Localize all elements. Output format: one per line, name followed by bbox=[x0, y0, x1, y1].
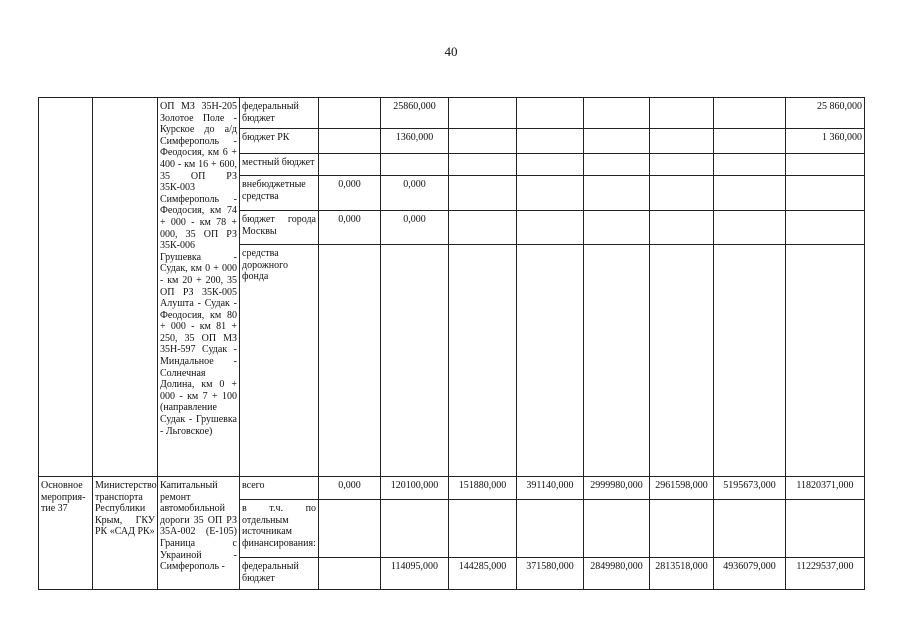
event-executor: Министерство транспорта Республики Крым, ГКУ РК «САД РК» bbox=[93, 477, 158, 590]
value-cell: 151880,000 bbox=[449, 477, 517, 500]
total-cell bbox=[786, 245, 865, 477]
value-cell: 2961598,000 bbox=[650, 477, 714, 500]
value-cell bbox=[381, 154, 449, 176]
value-cell bbox=[650, 129, 714, 154]
value-cell bbox=[714, 500, 786, 558]
funding-source: федеральный бюджет bbox=[240, 98, 319, 129]
value-cell bbox=[517, 129, 584, 154]
value-cell bbox=[650, 500, 714, 558]
value-cell: 114095,000 bbox=[381, 558, 449, 590]
value-cell bbox=[449, 211, 517, 245]
funding-source: средства дорожного фонда bbox=[240, 245, 319, 477]
value-cell bbox=[650, 176, 714, 211]
value-cell bbox=[517, 98, 584, 129]
value-cell bbox=[319, 154, 381, 176]
value-cell bbox=[714, 245, 786, 477]
value-cell: 0,000 bbox=[319, 176, 381, 211]
budget-table bbox=[38, 97, 865, 590]
table-row bbox=[39, 477, 865, 500]
value-cell bbox=[714, 98, 786, 129]
funding-source: бюджет РК bbox=[240, 129, 319, 154]
value-cell bbox=[319, 500, 381, 558]
value-cell: 120100,000 bbox=[381, 477, 449, 500]
value-cell bbox=[650, 98, 714, 129]
value-cell: 5195673,000 bbox=[714, 477, 786, 500]
value-cell bbox=[319, 558, 381, 590]
value-cell bbox=[449, 245, 517, 477]
object-description: ОП МЗ 35Н-205 Золотое Поле - Курское до а/д Симферополь - Феодосия, км 6 + 400 - км 16 + 600, 35 ОП РЗ 35К-003 Симферополь - Феодосия, км 74 + 000 - км 78 + 000, 35 ОП РЗ 35К-006 Грушевка - Судак, км 0 + 000 - км 20 + 200, 35 ОП РЗ 35К-005 Алушта - Судак - Феодосия, км 80 + 000 - км 81 + 250, 35 ОП МЗ 35Н-597 Судак - Миндальное - Солнечная Долина, км 0 + 000 - км 7 + 100 (направление Судак - Грушевка - Льговское) bbox=[158, 98, 240, 477]
value-cell: 25860,000 bbox=[381, 98, 449, 129]
total-cell bbox=[786, 154, 865, 176]
value-cell bbox=[449, 500, 517, 558]
value-cell bbox=[517, 154, 584, 176]
value-cell bbox=[584, 98, 650, 129]
value-cell bbox=[650, 154, 714, 176]
event-object: Капитальный ремонт автомобильной дороги 35 ОП РЗ 35А-002 (Е-105) Граница с Украиной - Симферополь - bbox=[158, 477, 240, 590]
value-cell bbox=[584, 176, 650, 211]
value-cell bbox=[584, 245, 650, 477]
value-cell bbox=[381, 500, 449, 558]
table-row bbox=[39, 98, 865, 129]
value-cell bbox=[584, 500, 650, 558]
value-cell: 2813518,000 bbox=[650, 558, 714, 590]
funding-source: в т.ч. по отдельным источникам финансирования: bbox=[240, 500, 319, 558]
total-cell: 11229537,000 bbox=[786, 558, 865, 590]
funding-source: всего bbox=[240, 477, 319, 500]
total-cell: 11820371,000 bbox=[786, 477, 865, 500]
value-cell bbox=[650, 245, 714, 477]
funding-source: местный бюджет bbox=[240, 154, 319, 176]
value-cell: 0,000 bbox=[381, 176, 449, 211]
value-cell bbox=[381, 245, 449, 477]
value-cell bbox=[319, 245, 381, 477]
value-cell: 0,000 bbox=[319, 211, 381, 245]
value-cell: 144285,000 bbox=[449, 558, 517, 590]
value-cell bbox=[714, 211, 786, 245]
value-cell bbox=[517, 176, 584, 211]
value-cell: 0,000 bbox=[319, 477, 381, 500]
value-cell bbox=[449, 129, 517, 154]
funding-source: федеральный бюджет bbox=[240, 558, 319, 590]
value-cell bbox=[584, 211, 650, 245]
value-cell bbox=[714, 176, 786, 211]
value-cell: 391140,000 bbox=[517, 477, 584, 500]
value-cell bbox=[449, 176, 517, 211]
value-cell: 371580,000 bbox=[517, 558, 584, 590]
value-cell bbox=[714, 154, 786, 176]
value-cell bbox=[584, 154, 650, 176]
event-name: Основное мероприя-тие 37 bbox=[39, 477, 93, 590]
funding-source: внебюджетные средства bbox=[240, 176, 319, 211]
value-cell: 1360,000 bbox=[381, 129, 449, 154]
value-cell bbox=[319, 129, 381, 154]
value-cell bbox=[517, 245, 584, 477]
total-cell: 25 860,000 bbox=[786, 98, 865, 129]
total-cell bbox=[786, 500, 865, 558]
total-cell: 1 360,000 bbox=[786, 129, 865, 154]
value-cell bbox=[319, 98, 381, 129]
value-cell bbox=[584, 129, 650, 154]
value-cell: 0,000 bbox=[381, 211, 449, 245]
value-cell bbox=[650, 211, 714, 245]
event-name-cell-empty bbox=[39, 98, 93, 477]
total-cell bbox=[786, 211, 865, 245]
value-cell bbox=[517, 211, 584, 245]
value-cell: 2849980,000 bbox=[584, 558, 650, 590]
value-cell: 2999980,000 bbox=[584, 477, 650, 500]
value-cell bbox=[449, 154, 517, 176]
value-cell bbox=[449, 98, 517, 129]
total-cell bbox=[786, 176, 865, 211]
value-cell bbox=[517, 500, 584, 558]
value-cell: 4936079,000 bbox=[714, 558, 786, 590]
value-cell bbox=[714, 129, 786, 154]
page-number: 40 bbox=[444, 44, 458, 59]
funding-source: бюджет города Москвы bbox=[240, 211, 319, 245]
executor-cell-empty bbox=[93, 98, 158, 477]
